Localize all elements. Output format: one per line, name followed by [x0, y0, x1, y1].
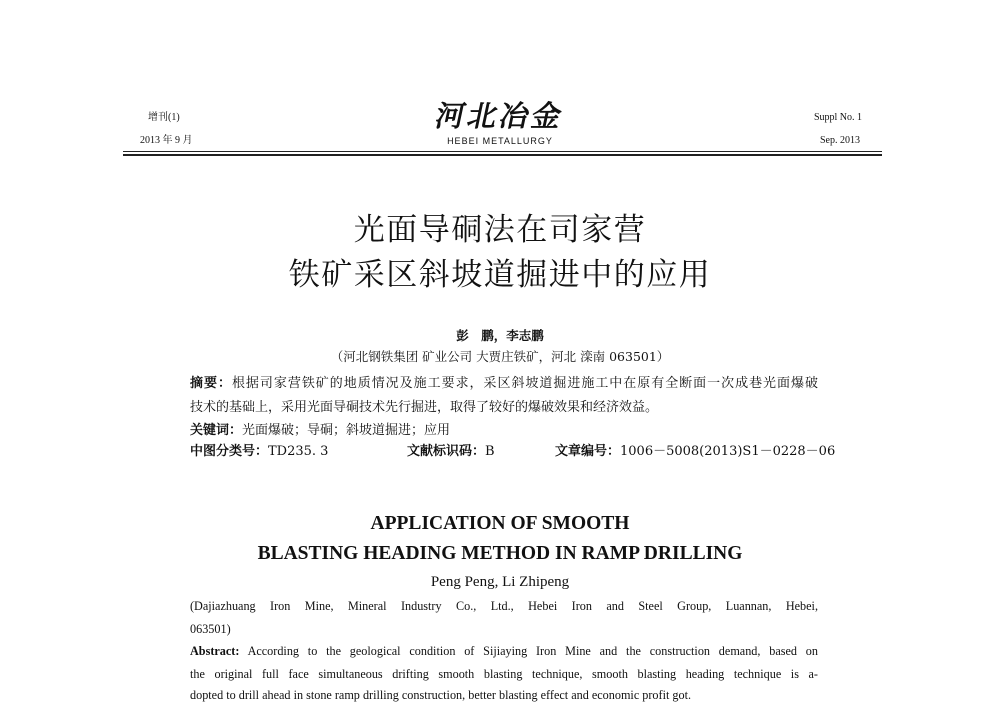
title-en-line-2: BLASTING HEADING METHOD IN RAMP DRILLING: [257, 543, 743, 564]
abstract-en-line-3: dopted to drill ahead in stone ramp drilling construction, better blasting effect and economic profit got.: [190, 688, 692, 702]
abstract-cn-line-2: 技术的基础上，采用光面导硐技术先行掘进，取得了较好的爆破效果和经济效益。: [190, 400, 659, 415]
header-date-en: Sep. 2013: [820, 135, 860, 146]
document-code: [407, 443, 495, 461]
abstract-cn-line-1: [190, 375, 818, 393]
authors-cn: 彭 鹏，李志鹏: [456, 328, 544, 343]
abstract-en-line-1: [190, 643, 818, 659]
abstract-cn-label: 摘要：: [190, 376, 232, 391]
abstract-en-text-1: According to the geological condition of Sijiaying Iron Mine and the construction demand, based on: [247, 644, 818, 658]
abstract-en-line-2: the original full face simultaneous drifting smooth blasting technique, smooth blasting heading technique is a-: [190, 667, 818, 681]
authors-en: Peng Peng, Li Zhipeng: [430, 574, 570, 590]
journal-logo-text: 河北冶金: [432, 99, 568, 133]
classification-number: [190, 443, 328, 461]
classification-label: 中图分类号：: [190, 444, 269, 459]
affiliation-en-line-2: 063501): [190, 622, 231, 636]
header-rule-thick: [123, 154, 882, 156]
title-en-line-1: APPLICATION OF SMOOTH: [370, 513, 630, 534]
abstract-cn-text-1: 根据司家营铁矿的地质情况及施工要求，采区斜坡道掘进施工中在原有全断面一次成巷光面爆破: [231, 376, 818, 391]
document-code-label: 文献标识码：: [407, 444, 486, 459]
article-number: [555, 443, 835, 461]
article-number-label: 文章编号：: [555, 444, 621, 459]
keywords-cn-label: 关键词：: [190, 423, 243, 438]
article-number-value: 1006－5008(2013)S1－0228－06: [620, 444, 836, 459]
header-rule-thin: [123, 151, 882, 152]
abstract-en-label: Abstract:: [190, 644, 240, 658]
header-issue-cn: 增刊(1): [148, 112, 180, 123]
header-issue-en: Suppl No. 1: [813, 112, 862, 123]
title-cn-line-1: 光面导硐法在司家营: [353, 212, 647, 248]
classification-value: TD235. 3: [268, 444, 329, 459]
document-code-value: B: [485, 444, 495, 459]
keywords-cn-text: 光面爆破；导硐；斜坡道掘进；应用: [242, 423, 451, 438]
journal-name-en: HEBEI METALLURGY: [447, 136, 553, 146]
header-date-cn: 2013 年 9 月: [140, 135, 193, 146]
affiliation-en-line-1: (Dajiazhuang Iron Mine, Mineral Industry Co., Ltd., Hebei Iron and Steel Group, Luannan, Hebei,: [190, 599, 818, 613]
title-cn-line-2: 铁矿采区斜坡道掘进中的应用: [288, 257, 712, 293]
affiliation-cn: （河北钢铁集团 矿业公司 大贾庄铁矿，河北 滦南 063501）: [330, 349, 670, 364]
keywords-cn: [190, 422, 818, 440]
